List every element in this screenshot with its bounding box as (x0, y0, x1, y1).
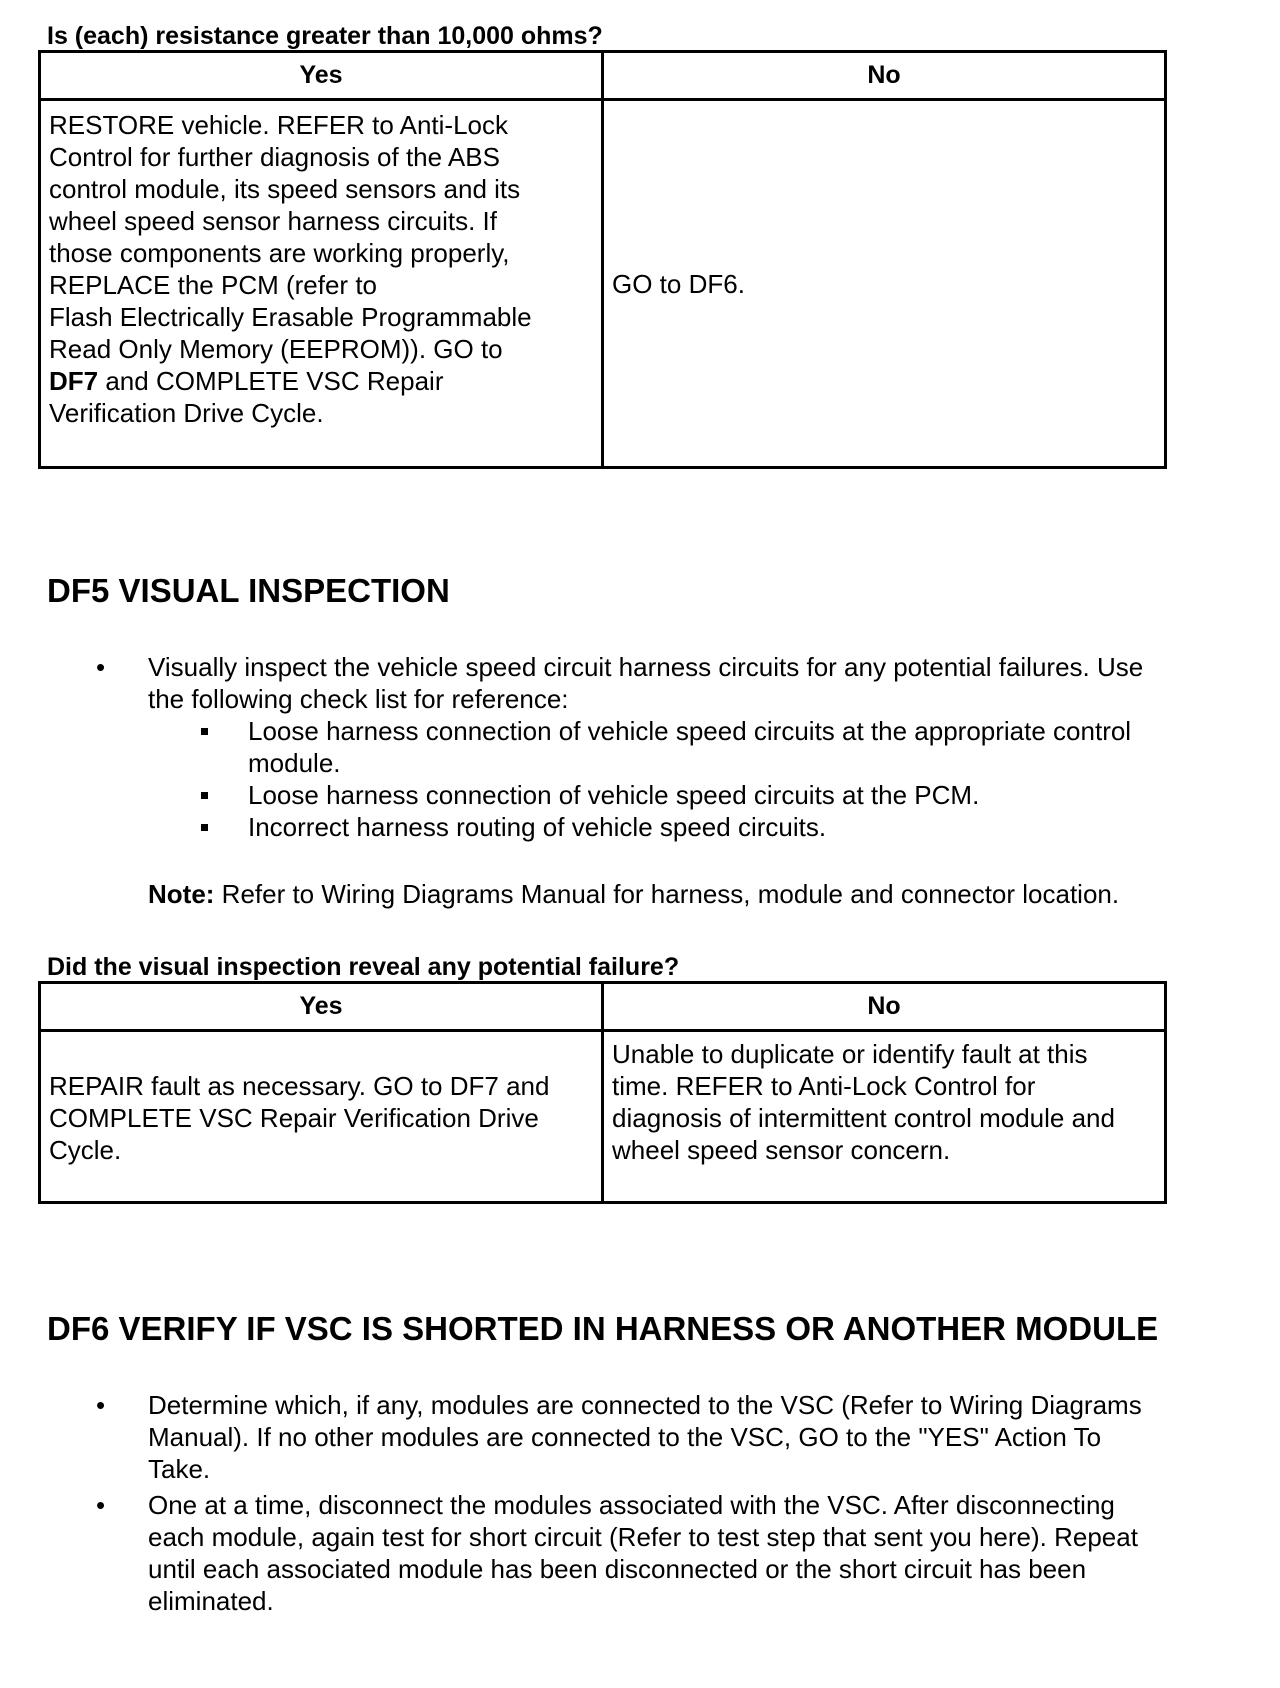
yes-action-cell (40, 1031, 603, 1203)
list-item-text: • Determine which, if any, modules are connected to the VSC (Refer to Wiring Diagrams (148, 1390, 1142, 1420)
check-text: Loose harness connection of vehicle speed circuits at the appropriate control module. (248, 716, 1132, 778)
yes-action-text: and COMPLETE VSC Repair (98, 366, 444, 396)
yes-action-line: control module, its speed sensors and its (49, 174, 521, 204)
note-text: Refer to Wiring Diagrams Manual for harness, module and connector location. (214, 879, 1120, 909)
list-item-text: the following check list for reference: (148, 684, 569, 714)
df6-instructions (0, 1389, 1230, 1617)
yes-action-line: Read Only Memory (EEPROM)). GO to (49, 334, 503, 364)
yes-action-line: wheel speed sensor harness circuits. If (49, 206, 497, 236)
yes-action-line: Flash Electrically Erasable Programmable (49, 302, 532, 332)
yes-header: Yes (40, 983, 603, 1031)
list-item-text: • Visually inspect the vehicle speed circuit harness circuits for any potential failures. Use (148, 652, 1144, 682)
list-item (0, 1389, 1230, 1485)
no-action-line: Unable to duplicate or identify fault at this (612, 1039, 1088, 1069)
decision-table-resistance (38, 50, 1167, 469)
check-list (148, 715, 1230, 843)
note-label: Note: (148, 879, 215, 909)
check-text: Loose harness connection of vehicle speed circuits at the PCM. (248, 780, 980, 810)
yes-action-cell (40, 100, 603, 468)
no-action-line: diagnosis of intermittent control module and (612, 1103, 1115, 1133)
list-item-text: until each associated module has been disconnected or the short circuit has been (148, 1554, 1087, 1584)
yes-action-line (49, 365, 593, 397)
question-resistance: Is (each) resistance greater than 10,000 ohms? (47, 22, 603, 50)
df7-link-text: DF7 (49, 366, 99, 396)
check-text: Incorrect harness routing of vehicle speed circuits. (248, 812, 827, 842)
yes-action-line: COMPLETE VSC Repair Verification Drive (49, 1103, 539, 1133)
check-list-item (148, 811, 1230, 843)
question-visual-inspection: Did the visual inspection reveal any potential failure? (47, 953, 680, 981)
yes-action-line: Control for further diagnosis of the ABS (49, 142, 500, 172)
yes-action-line: those components are working properly, (49, 238, 510, 268)
check-list-item (148, 779, 1230, 811)
df6-heading: DF6 VERIFY IF VSC IS SHORTED IN HARNESS OR ANOTHER MODULE (47, 1310, 1159, 1347)
list-item (0, 651, 1230, 843)
yes-action-line: Verification Drive Cycle. (49, 398, 324, 428)
list-item-text: • One at a time, disconnect the modules associated with the VSC. After disconnecting (148, 1490, 1115, 1520)
yes-header: Yes (40, 52, 603, 100)
list-item-text: eliminated. (148, 1586, 274, 1616)
no-header: No (603, 983, 1166, 1031)
list-item (0, 1489, 1230, 1617)
yes-action-line: RESTORE vehicle. REFER to Anti-Lock (49, 110, 509, 140)
no-action-line: time. REFER to Anti-Lock Control for (612, 1071, 1036, 1101)
no-header: No (603, 52, 1166, 100)
decision-table-visual-inspection (38, 981, 1167, 1204)
list-item-text: each module, again test for short circuit (Refer to test step that sent you here). Repeat (148, 1522, 1138, 1552)
check-list-item (148, 715, 1230, 779)
list-item-text: Take. (148, 1454, 211, 1484)
df5-instructions (0, 651, 1230, 843)
no-action-line: wheel speed sensor concern. (612, 1135, 951, 1165)
list-item-text: Manual). If no other modules are connected to the VSC, GO to the "YES" Action To (148, 1422, 1102, 1452)
df5-heading: DF5 VISUAL INSPECTION (47, 572, 450, 609)
yes-action-line: Cycle. (49, 1135, 122, 1165)
no-action-cell: GO to DF6. (603, 100, 1166, 468)
no-action-cell (603, 1031, 1166, 1203)
yes-action-line: REPAIR fault as necessary. GO to DF7 and (49, 1071, 550, 1101)
yes-action-line: REPLACE the PCM (refer to (49, 270, 377, 300)
wiring-note (148, 878, 1119, 910)
